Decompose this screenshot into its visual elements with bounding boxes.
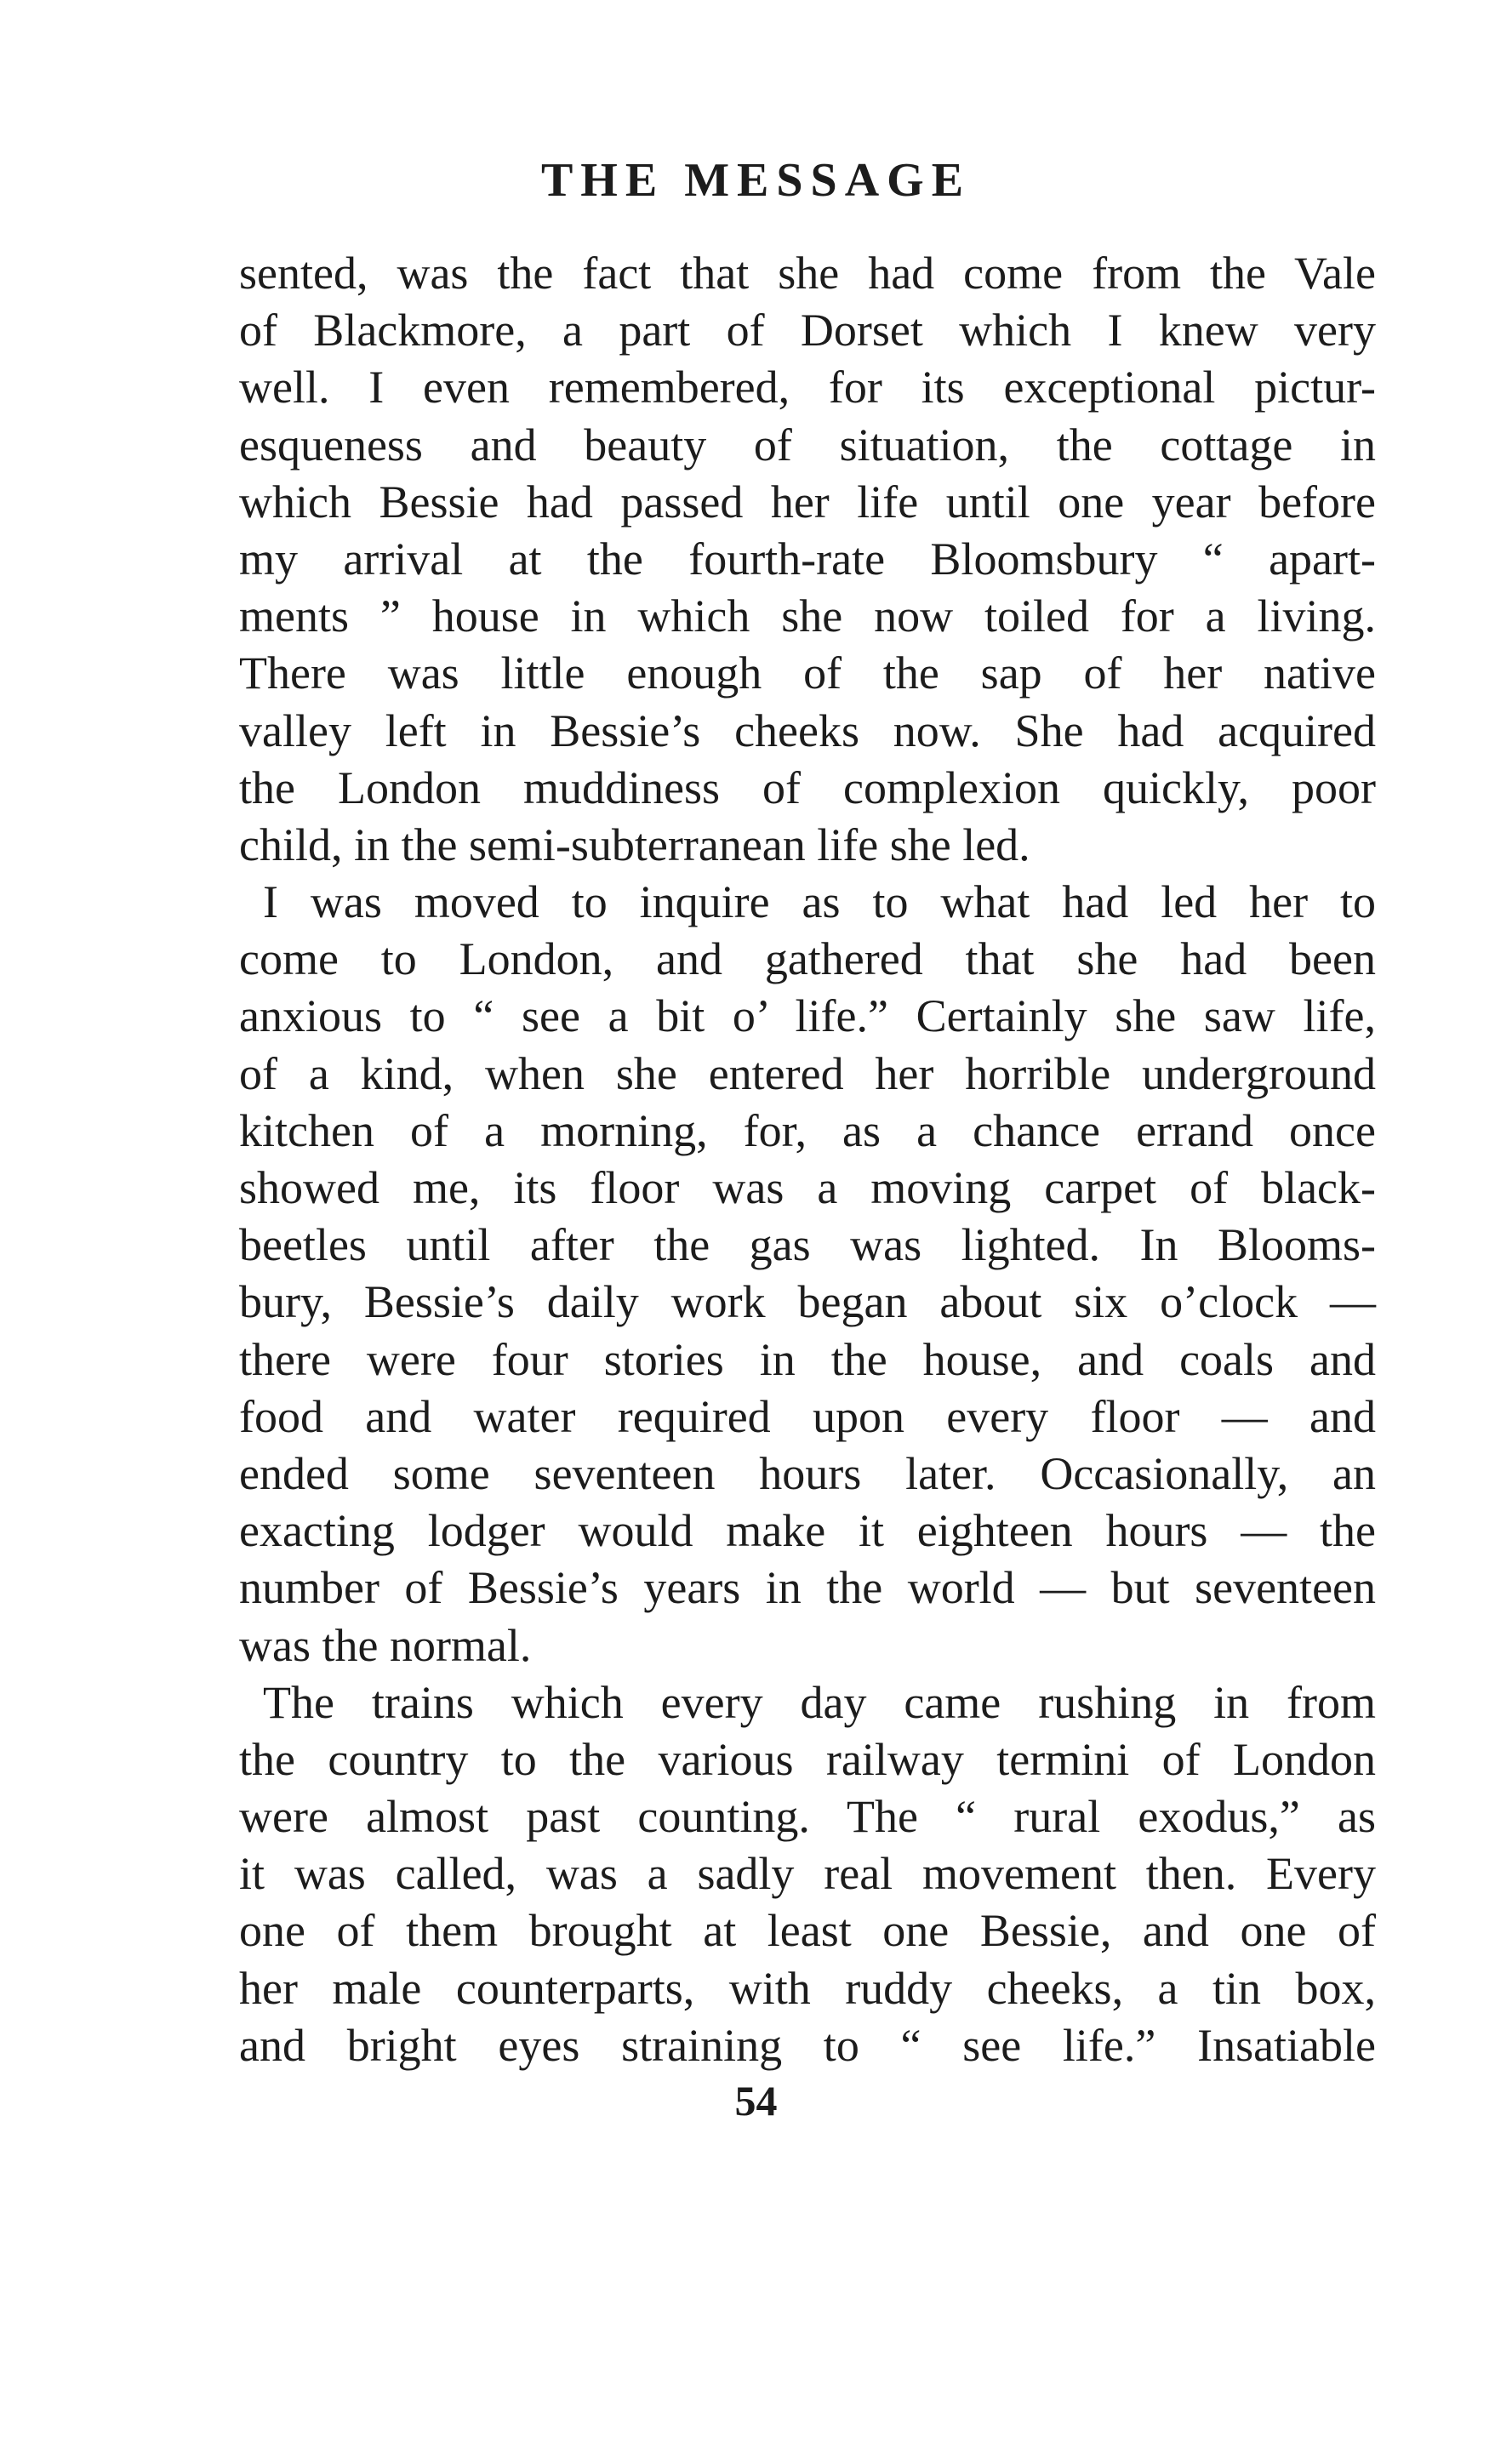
text-line: were almost past counting. The “ rural exodus,” as [239,1791,1376,1843]
paragraph [239,1674,1376,2074]
text-line: child, in the semi-subterranean life she led. [239,818,1030,870]
text-line: beetles until after the gas was lighted. In Blooms- [239,1219,1376,1271]
text-line: anxious to “ see a bit o’ life.” Certainly she saw life, [239,990,1376,1042]
text-line: her male counterparts, with ruddy cheeks, a tin box, [239,1962,1376,2014]
text-line: valley left in Bessie’s cheeks now. She had acquired [239,704,1376,756]
text-line: bury, Bessie’s daily work began about six o’clock — [239,1276,1376,1328]
text-line: ments ” house in which she now toiled for a living. [239,590,1376,642]
text-line: I was moved to inquire as to what had led her to [263,876,1376,928]
text-line: there were four stories in the house, and coals and [239,1333,1376,1385]
text-line: ended some seventeen hours later. Occasionally, an [239,1447,1376,1499]
text-line: and bright eyes straining to “ see life.” Insatiable [239,2019,1376,2071]
text-line: the country to the various railway termini of London [239,1733,1376,1785]
text-line: There was little enough of the sap of her native [239,647,1376,699]
text-line: it was called, was a sadly real movement then. Every [239,1848,1376,1900]
body-text [239,245,1376,2074]
text-line: sented, was the fact that she had come from the Vale [239,248,1376,299]
text-line: well. I even remembered, for its exceptional pictur- [239,362,1376,413]
text-line: The trains which every day came rushing in from [263,1676,1376,1728]
text-line: exacting lodger would make it eighteen hours — the [239,1505,1376,1557]
paragraph [239,874,1376,1674]
text-line: kitchen of a morning, for, as a chance errand once [239,1104,1376,1156]
text-line: number of Bessie’s years in the world — but seventeen [239,1562,1376,1614]
running-header: THE MESSAGE [540,154,972,207]
text-line: my arrival at the fourth-rate Bloomsbury “ apart- [239,533,1376,585]
text-line: of Blackmore, a part of Dorset which I knew very [239,305,1376,356]
text-line: come to London, and gathered that she had been [239,933,1376,985]
paragraph [239,245,1376,874]
text-line: the London muddiness of complexion quickly, poor [239,761,1376,813]
text-line: esqueness and beauty of situation, the cottage in [239,419,1376,470]
text-line: which Bessie had passed her life until one year before [239,476,1376,528]
text-line: showed me, its floor was a moving carpet of black- [239,1162,1376,1213]
text-line: of a kind, when she entered her horrible underground [239,1047,1376,1099]
text-line: food and water required upon every floor — and [239,1390,1376,1442]
page-number: 54 [734,2077,778,2124]
text-line: one of them brought at least one Bessie, and one of [239,1905,1376,1957]
text-line: was the normal. [239,1619,532,1671]
